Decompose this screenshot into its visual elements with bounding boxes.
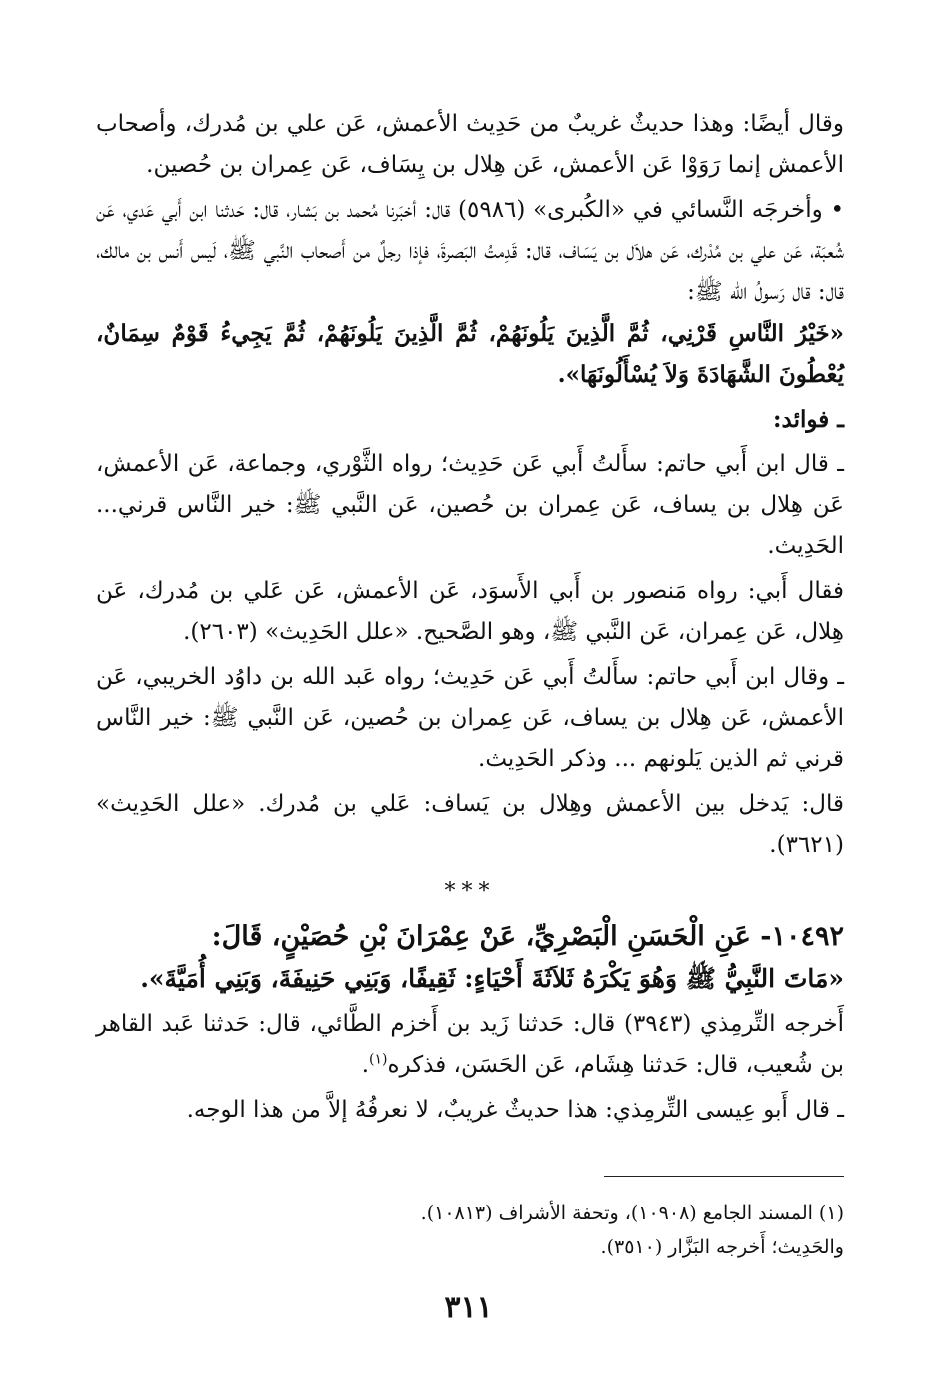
footnotes — [96, 1196, 844, 1264]
paragraph-abi-hatim-2: ـ وقال ابن أَبي حاتم: سأَلتُ أَبي عَن حَدِيث؛ رواه عَبد الله بن داوُد الخريبي، عَن الأعمش، عَن هِلال بن يساف، عَن عِمران بن حُصين، عَن النَّبي ﷺ: خير النَّاس قرني ثم الذين يَلونهم ... وذكر الحَدِيث. — [96, 664, 844, 772]
hadith-heading: ١٠٤٩٢- عَنِ الْحَسَنِ الْبَصْرِيِّ، عَنْ عِمْرَانَ بْنِ حُصَيْنٍ، قَالَ: — [211, 921, 844, 952]
paragraph-abi-reply: فقال أَبي: رواه مَنصور بن أَبي الأَسوَد، عَن الأعمش، عَن عَلي بن مُدرك، عَن هِلال، عَن عِمران، عَن النَّبي ﷺ، وهو الصَّحيح. «علل الحَدِيث» (٢٦٠٣). — [96, 578, 844, 645]
footnote-divider — [604, 1176, 844, 1177]
paragraph-tirmidhi — [96, 1004, 844, 1086]
paragraph-nasai: • وأخرجَه النَّسائي في «الكُبرى» (٥٩٨٦) قال: أخبَرنا مُحمد بن بَشار، قال: حَدثنا ابن أَبي عَدي، عَن شُعبَة، عَن علي بن مُدْرك، عَن هلاَل بن يَسَاف، قال: قَدِمتُ البَصرةَ، فإذا رجلٌ من أَصحاب النَّبي ﷺ، لَيس أَنس بن مالك، قال: قال رَسولُ الله ﷺ: — [96, 197, 845, 305]
main-text — [96, 104, 844, 1131]
paragraph-1: وقال أيضًا: وهذا حديثٌ غريبٌ من حَدِيث الأعمش، عَن علي بن مُدرك، وأصحاب الأعمش إنما رَوَوْا عَن الأعمش، عَن هِلال بن يِسَاف، عَن عِمران بن حُصين. — [96, 111, 844, 178]
footnote-ref: (١) — [369, 1051, 388, 1068]
section-heading-fawaid: ـ فوائد: — [773, 406, 844, 433]
separator-stars: *** — [444, 879, 496, 904]
paragraph-abu-isa: ـ قال أَبو عِيسى التِّرمِذي: هذا حديثٌ غريبٌ، لا نعرفُهُ إلاَّ من هذا الوجه. — [186, 1097, 844, 1123]
hadith-quote: «خَيْرُ النَّاسِ قَرْنِي، ثُمَّ الَّذِينَ يَلُونَهُمْ، ثُمَّ الَّذِينَ يَلُونَهُمْ، ثُمَّ يَجِيءُ قَوْمٌ سِمَانٌ، يُعْطُونَ الشَّهَادَةَ وَلاَ يُسْأَلُونَهَا». — [96, 320, 844, 388]
paragraph-abi-hatim-1: ـ قال ابن أَبي حاتم: سأَلتُ أَبي عَن حَدِيث؛ رواه الثَّوْري، وجماعة، عَن الأعمش، عَن هِلال بن يساف، عَن عِمران بن حُصين، عَن النَّبي ﷺ: خير النَّاس قرني... الحَدِيث. — [96, 451, 844, 559]
page-number: ٣١١ — [444, 1290, 493, 1325]
hadith-text: «مَاتَ النَّبِيُّ ﷺ وَهُوَ يَكْرَهُ ثَلاَثَةَ أَحْيَاءٍ: ثَقِيفًا، وَبَنِي حَنِيفَةَ، وَبَنِي أُمَيَّةَ». — [140, 964, 844, 993]
tirmidhi-text: أَخرجه التِّرمِذي (٣٩٤٣) قال: حَدثنا زَيد بن أَخزم الطَّائي، قال: حَدثنا عَبد القاهر بن شُعيب، قال: حَدثنا هِشَام، عَن الحَسَن، فذكره — [96, 1011, 844, 1078]
footnote-1-continued: والحَدِيث؛ أَخرجه البَزَّار (٣٥١٠). — [600, 1236, 844, 1258]
tirmidhi-end: . — [361, 1052, 370, 1078]
paragraph-qala: قال: يَدخل بين الأعمش وهِلال بن يَساف: عَلي بن مُدرك. «علل الحَدِيث» (٣٦٢١). — [96, 791, 844, 858]
footnote-1: (١) المسند الجامع (١٠٩٠٨)، وتحفة الأشراف (١٠٨١٣). — [420, 1202, 844, 1224]
